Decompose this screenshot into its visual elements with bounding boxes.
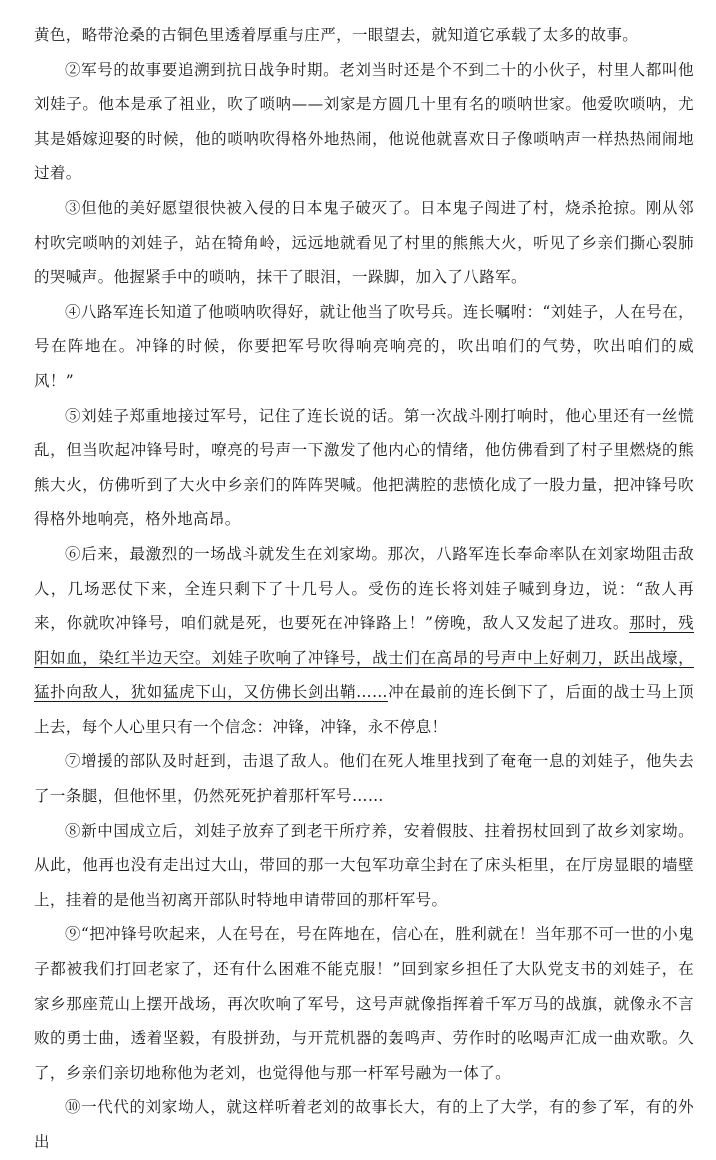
paragraph-text: ⑦增援的部队及时赶到，击退了敌人。他们在死人堆里找到了奄奄一息的刘娃子，他失去了一条腿，但他怀里，仍然死死护着那杆军号…… [34,752,694,806]
paragraph-7 [34,744,694,813]
paragraph-4 [34,295,694,399]
paragraph-10 [34,1090,694,1159]
paragraph-text: ⑨“把冲锋号吹起来，人在号在，号在阵地在，信心在，胜利就在！当年那不可一世的小鬼子都被我们打回老家了，还有什么困难不能克服！”回到家乡担任了大队党支书的刘娃子，在家乡那座荒山上摆开战场，再次吹响了军号，这号声就像指挥着千军万马的战旗，就像永不言败的勇士曲，透着坚毅，有股拼劲，与开荒机器的轰鸣声、劳作时的吆喝声汇成一曲欢歌。久了，乡亲们亲切地称他为老刘，也觉得他与那一杆军号融为一体了。 [34,925,694,1082]
paragraph-6 [34,537,694,745]
paragraph-5 [34,399,694,537]
paragraph-text: 冲在最前的连长倒下了，后面的战士马上顶上去，每个人心里只有一个信念：冲锋，冲锋，永不停息！ [34,683,694,736]
paragraph-text: 黄色，略带沧桑的古铜色里透着厚重与庄严，一眼望去，就知道它承载了太多的故事。 [34,26,639,44]
paragraph-text: ⑩一代代的刘家坳人，就这样听着老刘的故事长大，有的上了大学，有的参了军，有的外出 [34,1098,694,1151]
paragraph-text: ⑤刘娃子郑重地接过军号，记住了连长说的话。第一次战斗刚打响时，他心里还有一丝慌乱，但当吹起冲锋号时，嘹亮的号声一下激发了他内心的情绪，他仿佛看到了村子里燃烧的熊熊大火，仿佛听到了大火中乡亲们的阵阵哭喊。他把满腔的悲愤化成了一股力量，把冲锋号吹得格外地响亮，格外地高昂。 [34,406,694,529]
paragraph-3 [34,191,694,295]
underlined-passage: 那时，残阳如血，染红半边天空。刘娃子吹响了冲锋号，战士们在高昂的号声中上好刺刀，跃出战壕，猛扑向敌人，犹如猛虎下山，又仿佛长剑出鞘…… [34,614,694,702]
paragraph-9 [34,917,694,1090]
paragraph-intro [34,18,694,53]
paragraph-text: ③但他的美好愿望很快被入侵的日本鬼子破灭了。日本鬼子闯进了村，烧杀抢掠。刚从邻村吹完唢呐的刘娃子，站在犄角岭，远远地就看见了村里的熊熊大火，听见了乡亲们撕心裂肺的哭喊声。他握紧手中的唢呐，抹干了眼泪，一跺脚，加入了八路军。 [34,198,694,287]
paragraph-8 [34,814,694,918]
paragraph-2 [34,53,694,191]
paragraph-text: ⑥后来，最激烈的一场战斗就发生在刘家坳。那次，八路军连长奉命率队在刘家坳阻击敌人，几场恶仗下来，全连只剩下了十几号人。受伤的连长将刘娃子喊到身边，说：“敌人再来，你就吹冲锋号，咱们就是死，也要死在冲锋路上！”傍晚，敌人又发起了进攻。 [34,544,694,633]
paragraph-text: ②军号的故事要追溯到抗日战争时期。老刘当时还是个不到二十的小伙子，村里人都叫他刘娃子。他本是承了祖业，吹了唢呐——刘家是方圆几十里有名的唢呐世家。他爱吹唢呐，尤其是婚嫁迎娶的时候，他的唢呐吹得格外地热闹，他说他就喜欢日子像唢呐声一样热热闹闹地过着。 [34,60,694,183]
paragraph-text: ⑧新中国成立后，刘娃子放弃了到老干所疗养，安着假肢、拄着拐杖回到了故乡刘家坳。从此，他再也没有走出过大山，带回的那一大包军功章尘封在了床头柜里，在厅房显眼的墙壁上，挂着的是他当初离开部队时特地申请带回的那杆军号。 [34,821,694,909]
paragraph-text: ④八路军连长知道了他唢呐吹得好，就让他当了吹号兵。连长嘱咐：“刘娃子，人在号在，号在阵地在。冲锋的时候，你要把军号吹得响亮响亮的，吹出咱们的气势，吹出咱们的威风！” [34,302,694,390]
